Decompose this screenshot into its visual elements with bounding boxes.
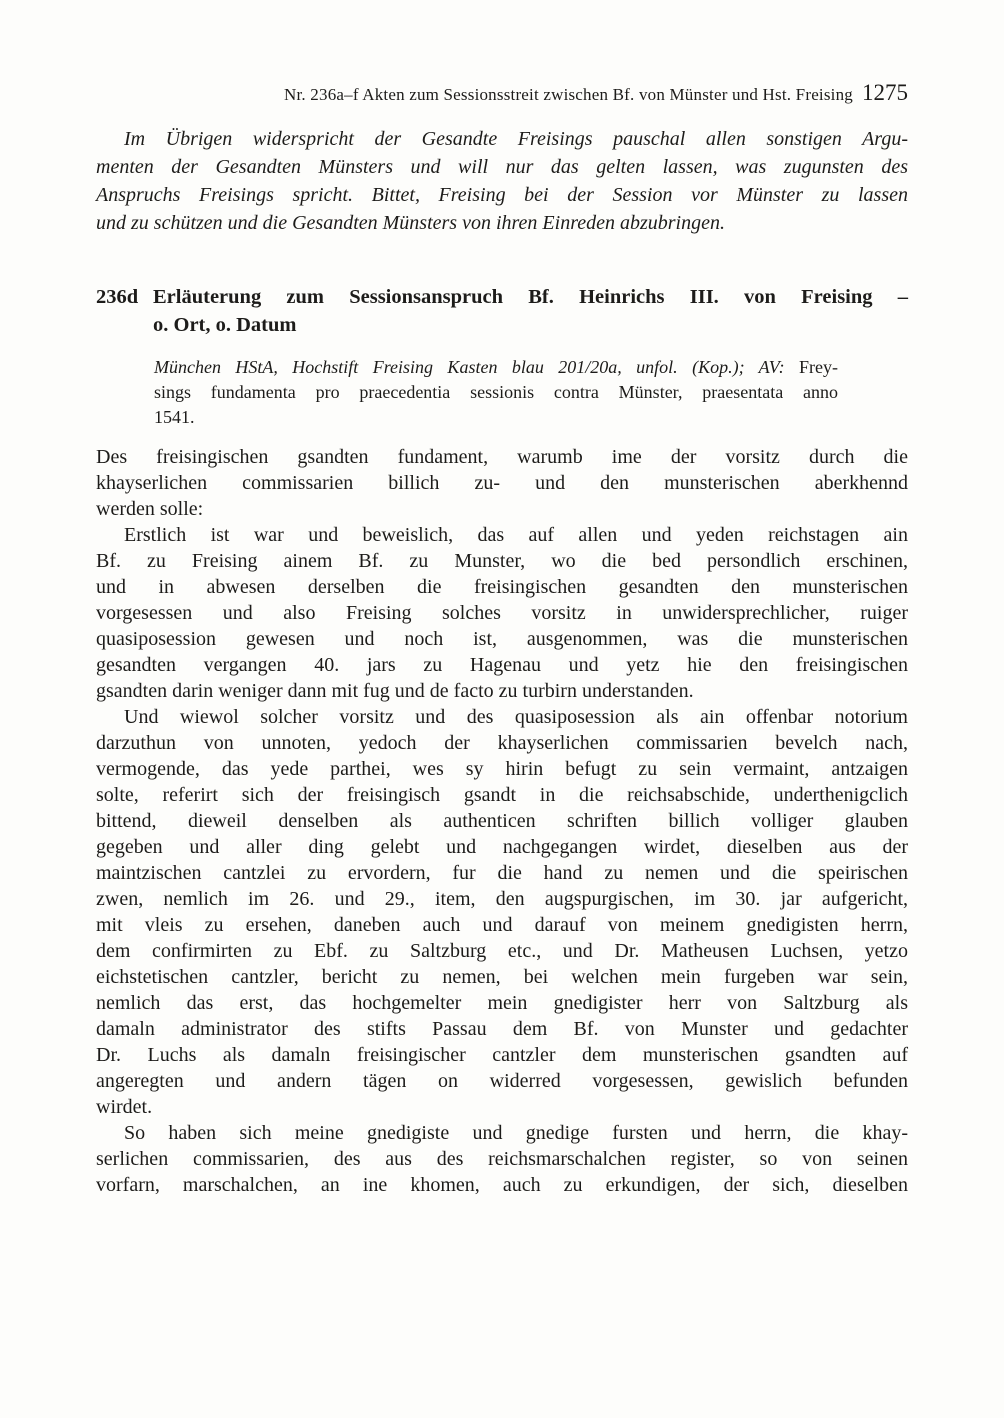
text-line: gesandten vergangen 40. jars zu Hagenau und yetz hie den freisingischen <box>96 654 908 676</box>
section-heading-line-2: o. Ort, o. Datum <box>153 314 297 336</box>
text-line: So haben sich meine gnedigiste und gnedige fursten und herrn, die khay- <box>124 1122 908 1144</box>
text-line: gsandten darin weniger dann mit fug und de facto zu turbirn understanden. <box>96 680 694 702</box>
body-paragraph <box>96 444 908 522</box>
body-paragraph <box>96 1120 908 1198</box>
text-line: Des freisingischen gsandten fundament, warumb ime der vorsitz durch die <box>96 446 908 468</box>
text-line <box>154 380 838 405</box>
section-heading-line-1: Erläuterung zum Sessionsanspruch Bf. Heinrichs III. von Freising – <box>153 286 908 308</box>
text-line: Und wiewol solcher vorsitz und des quasiposession als ain offenbar notorium <box>124 706 908 728</box>
text-line: mit vleis zu ersehen, daneben auch und darauf von meinem gnedigisten herrn, <box>96 914 908 936</box>
text-line: khayserlichen commissarien billich zu- und den munsterischen aberkhennd <box>96 472 908 494</box>
text-line: Anspruchs Freisings spricht. Bittet, Freising bei der Session vor Münster zu lassen <box>96 184 908 206</box>
section-heading-text <box>153 283 908 339</box>
summary-paragraph <box>96 125 908 237</box>
running-head-title: Nr. 236a–f Akten zum Sessionsstreit zwischen Bf. von Münster und Hst. Freising <box>284 85 853 104</box>
text-line: nemlich das erst, das hochgemelter mein gnedigister herr von Saltzburg als <box>96 992 908 1014</box>
text-line: Erstlich ist war und beweislich, das auf allen und yeden reichstagen ain <box>124 524 908 546</box>
text-line: menten der Gesandten Münsters und will nur das gelten lassen, was zugunsten des <box>96 156 908 178</box>
text-line: eichstetischen cantzler, bericht zu nemen, bei welchen mein furgeben war sein, <box>96 966 908 988</box>
text-line: vorfarn, marschalchen, an ine khomen, auch zu erkundigen, der sich, dieselben <box>96 1174 908 1196</box>
text-line: darzuthun von unnoten, yedoch der khayserlichen commissarien bevelch nach, <box>96 732 908 754</box>
text-segment: sings fundamenta pro praecedentia sessionis contra Münster, praesentata anno <box>154 382 838 402</box>
text-line: damaln administrator des stifts Passau dem Bf. von Munster und gedachter <box>96 1018 908 1040</box>
text-line: und in abwesen derselben die freisingischen gesandten den munsterischen <box>96 576 908 598</box>
text-line <box>154 355 838 380</box>
text-line: Im Übrigen widerspricht der Gesandte Freisings pauschal allen sonstigen Argu- <box>124 128 908 150</box>
text-line: Dr. Luchs als damaln freisingischer cantzler dem munsterischen gsandten auf <box>96 1044 908 1066</box>
text-segment: Frey- <box>784 357 838 377</box>
page-number: 1275 <box>862 80 908 105</box>
section-heading <box>96 283 908 339</box>
text-line: dem confirmirten zu Ebf. zu Saltzburg etc., und Dr. Matheusen Luchsen, yetzo <box>96 940 908 962</box>
section-heading-number: 236d <box>96 286 139 308</box>
text-line: quasiposession gewesen und noch ist, ausgenommen, was die munsterischen <box>96 628 908 650</box>
text-line: maintzischen cantzlei zu ervordern, fur die hand zu nemen und die speirischen <box>96 862 908 884</box>
text-line: und zu schützen und die Gesandten Münsters von ihren Einreden abzubringen. <box>96 212 725 234</box>
source-note <box>154 355 838 430</box>
text-line: wirdet. <box>96 1096 153 1118</box>
text-line: Bf. zu Freising ainem Bf. zu Munster, wo die bed persondlich erschinen, <box>96 550 908 572</box>
text-line: angeregten und andern tägen on widerred vorgesessen, gewislich befunden <box>96 1070 908 1092</box>
text-line: werden solle: <box>96 498 204 520</box>
body-paragraph <box>96 704 908 1120</box>
text-line: vorgesessen und also Freising solches vorsitz in unwidersprechlicher, ruiger <box>96 602 908 624</box>
text-line <box>154 405 838 430</box>
running-head <box>96 80 908 106</box>
text-line: zwen, nemlich im 26. und 29., item, den augspurgischen, im 30. jar aufgericht, <box>96 888 908 910</box>
text-segment: 1541. <box>154 407 195 427</box>
text-line: vermogende, das yede parthei, wes sy hirin befugt zu sein vermaint, antzaigen <box>96 758 908 780</box>
text-line: solte, referirt sich der freisingisch gsandt in die reichsabschide, underthenigclich <box>96 784 908 806</box>
text-line: bittend, dieweil denselben als authenticen schriften billich volliger glauben <box>96 810 908 832</box>
text-segment: München HStA, Hochstift Freising Kasten blau 201/20a, unfol. (Kop.); AV: <box>154 357 785 377</box>
text-line: gegeben und aller ding gelebt und nachgegangen wirdet, dieselben aus der <box>96 836 908 858</box>
body-text <box>96 444 908 1198</box>
body-paragraph <box>96 522 908 704</box>
text-line: serlichen commissarien, des aus des reichsmarschalchen register, so von seinen <box>96 1148 908 1170</box>
